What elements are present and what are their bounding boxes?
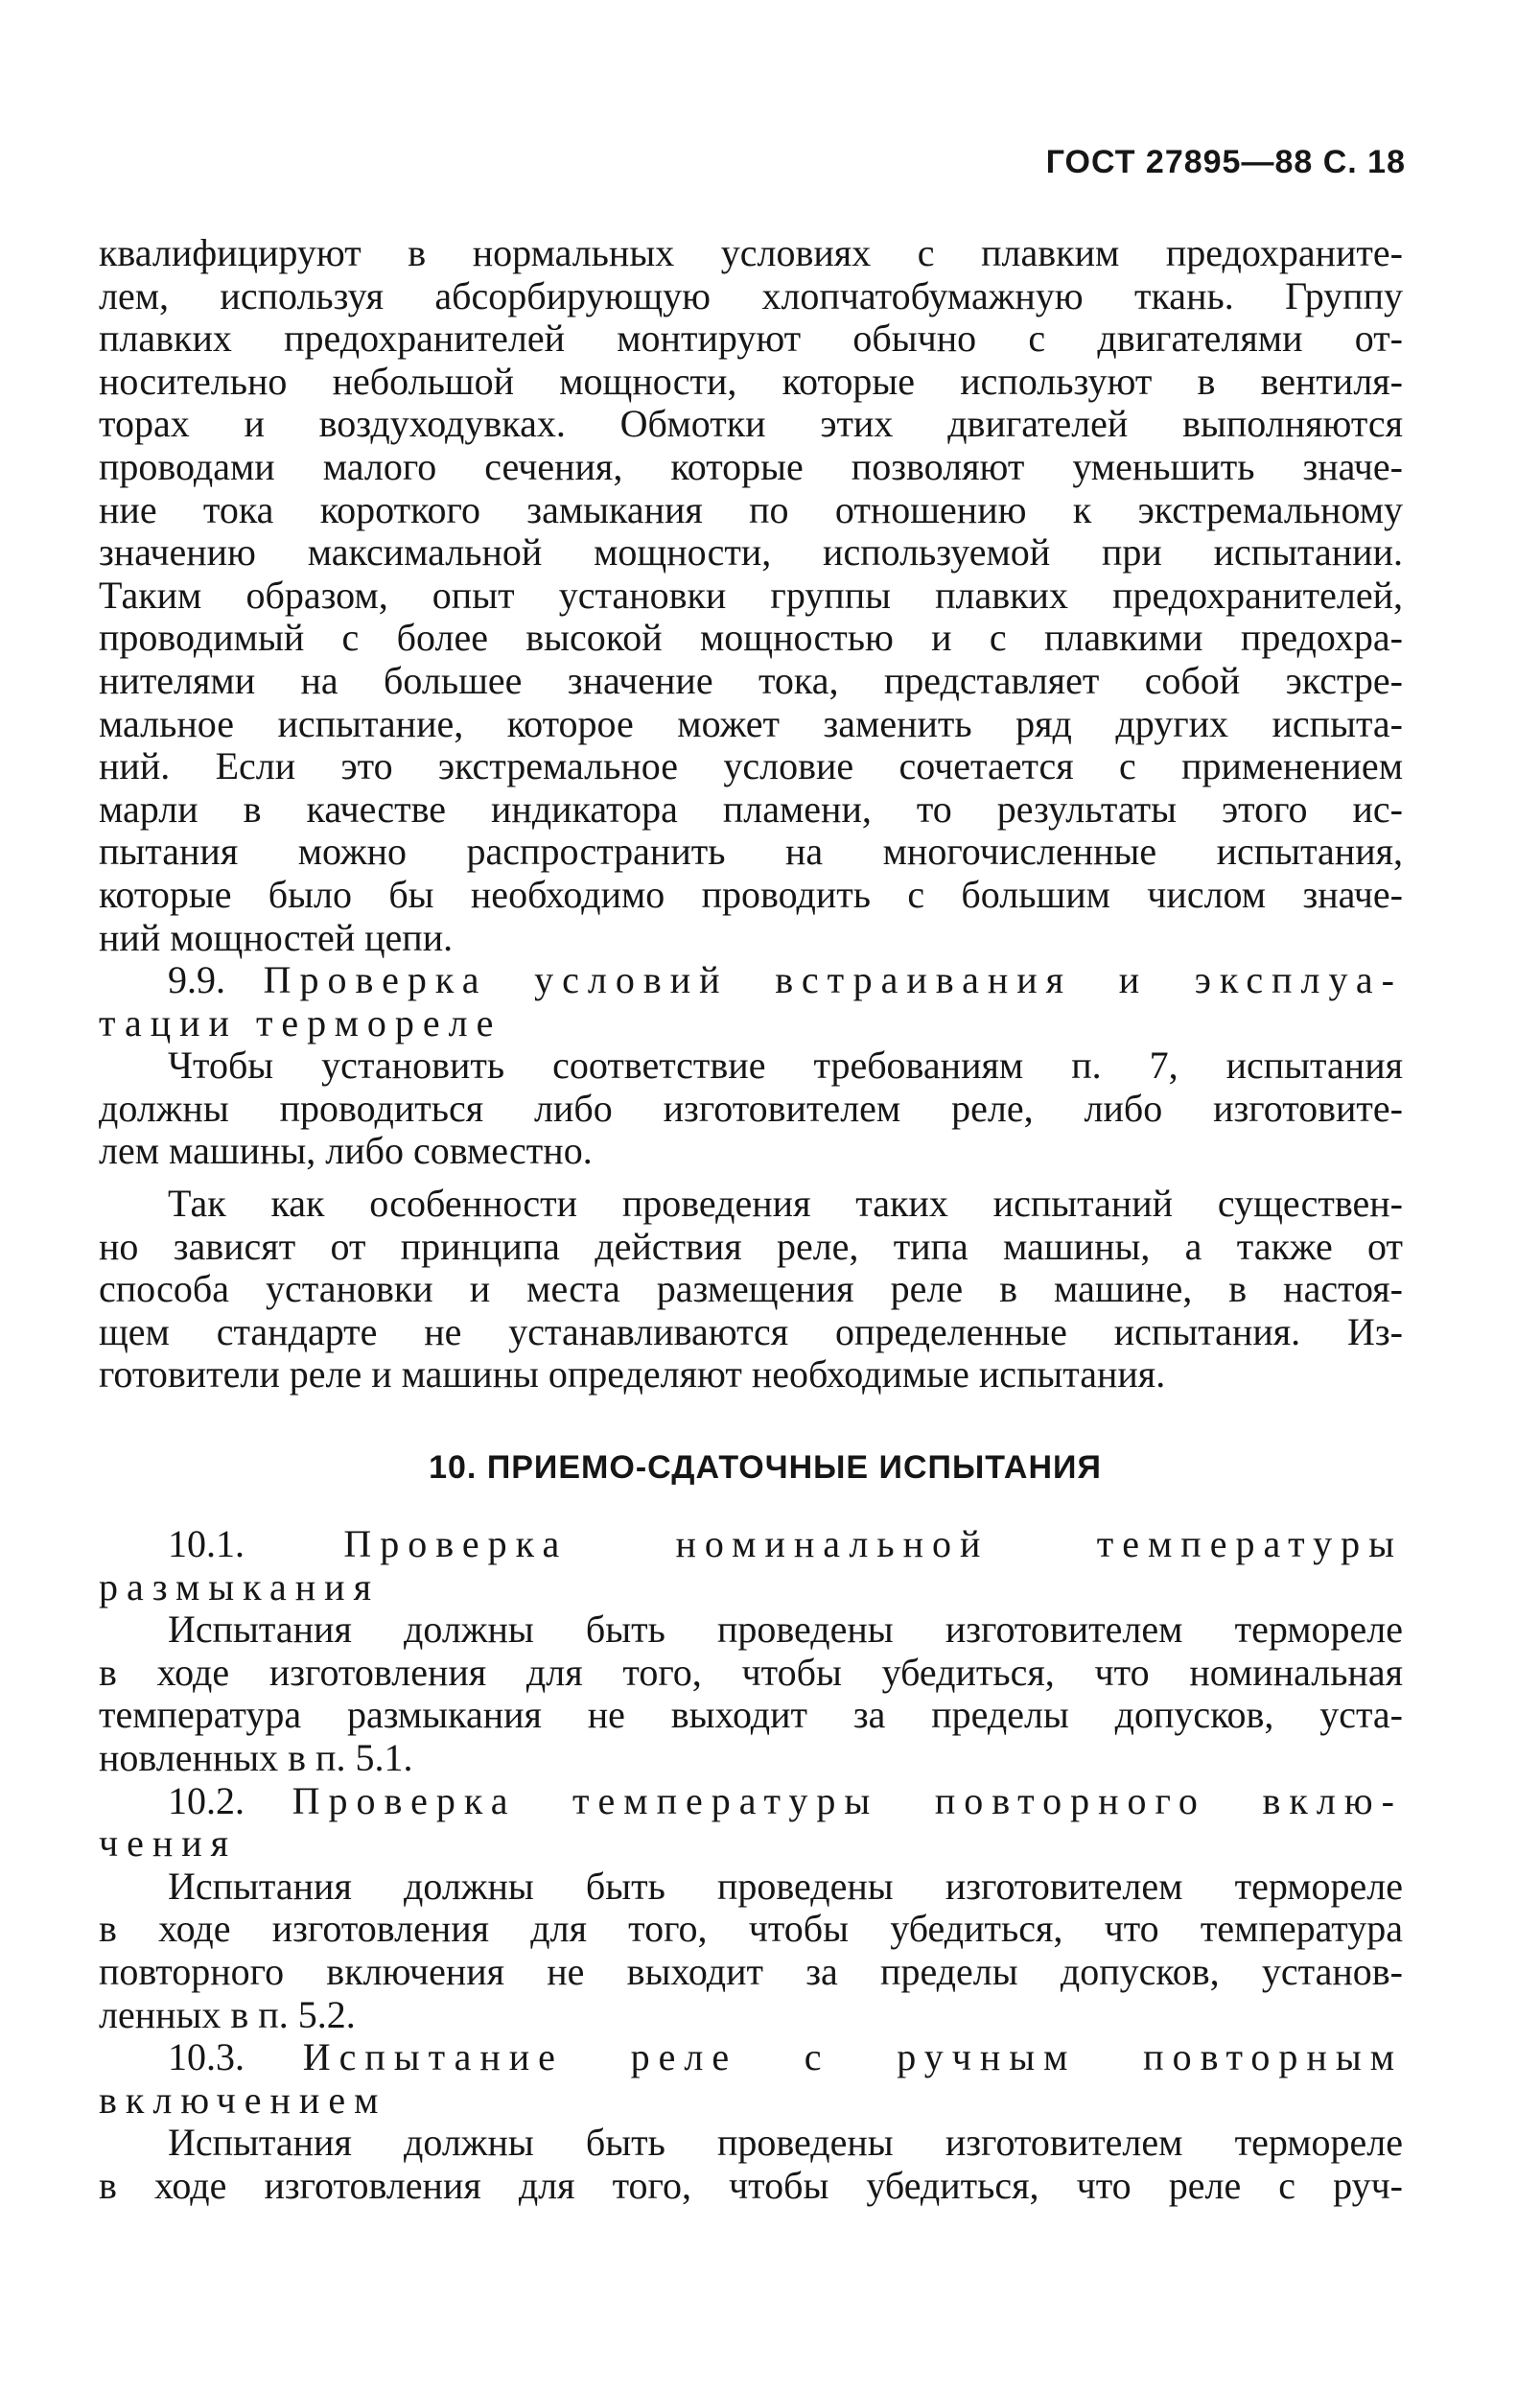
text-line: марли в качестве индикатора пламени, то результаты этого ис-: [99, 786, 1403, 831]
text-line: должны проводиться либо изготовителем реле, либо изготовите-: [99, 1086, 1403, 1130]
text-line: готовители реле и машины определяют необходимые испытания.: [99, 1352, 1166, 1396]
text-line: ние тока короткого замыкания по отношению к экстремальному: [99, 487, 1403, 531]
text-line: квалифицируют в нормальных условиях с плавким предохраните-: [99, 231, 1403, 274]
clause-number: 10.2.: [168, 1778, 245, 1822]
text-line: ленных в п. 5.2.: [99, 1992, 356, 2036]
text-line: плавких предохранителей монтируют обычно с двигателями от-: [99, 317, 1403, 361]
text-line: Испытания должны быть проведены изготовителем термореле: [168, 1864, 1403, 1908]
text-line: нителями на большее значение тока, представляет собой экстре-: [99, 658, 1403, 702]
text-line: щем стандарте не устанавливаются определенные испытания. Из-: [99, 1309, 1403, 1353]
page-header: ГОСТ 27895—88 С. 18: [1045, 144, 1406, 180]
text-line: Чтобы установить соответствие требованиям п. 7, испытания: [168, 1044, 1403, 1088]
clause-title-text: Проверка номинальной температуры: [343, 1522, 1403, 1566]
clause-number: 9.9.: [168, 958, 225, 1002]
text-line: которые было бы необходимо проводить с большим числом значе-: [99, 872, 1403, 916]
text-line: лем машины, либо совместно.: [99, 1129, 593, 1173]
section-heading: 10. ПРИЕМО-СДАТОЧНЫЕ ИСПЫТАНИЯ: [429, 1449, 1102, 1487]
clause-title-continuation: включением: [99, 2077, 387, 2122]
text-line: Таким образом, опыт установки группы плавких предохранителей,: [99, 573, 1403, 617]
text-line: лем, используя абсорбирующую хлопчатобумажную ткань. Группу: [99, 273, 1403, 317]
text-line: в ходе изготовления для того, чтобы убедиться, что номинальная: [99, 1650, 1403, 1694]
text-line: торах и воздуходувках. Обмотки этих двигателей выполняются: [99, 402, 1403, 446]
clause-title-continuation: тации термореле: [99, 1000, 502, 1044]
text-line: Испытания должны быть проведены изготовителем термореле: [168, 1608, 1403, 1652]
text-line: Испытания должны быть проведены изготовителем термореле: [168, 2121, 1403, 2165]
text-line: в ходе изготовления для того, чтобы убедиться, что температура: [99, 1907, 1403, 1951]
clause-title: [99, 1523, 1403, 1566]
text-line: носительно небольшой мощности, которые используют в вентиля-: [99, 359, 1403, 403]
clause-title-continuation: чения: [99, 1821, 238, 1866]
clause-title: [99, 1780, 1403, 1823]
clause-number: 10.1.: [168, 1522, 245, 1566]
text-line: новленных в п. 5.1.: [99, 1736, 413, 1779]
text-line: ний мощностей цепи.: [99, 915, 454, 959]
text-line: проводимый с более высокой мощностью и с плавкими предохра-: [99, 616, 1403, 660]
clause-10-1: [99, 1523, 1403, 1780]
clause-10-2: [99, 1780, 1403, 2037]
clause-title: [99, 2036, 1403, 2079]
document-body: [99, 232, 1403, 2208]
text-line: но зависят от принципа действия реле, типа машины, а также от: [99, 1224, 1403, 1268]
text-line: пытания можно распространить на многочисленные испытания,: [99, 830, 1403, 874]
clause-number: 10.3.: [168, 2035, 245, 2079]
text-line: проводами малого сечения, которые позволяют уменьшить значе-: [99, 444, 1403, 488]
clause-10-3: [99, 2036, 1403, 2207]
text-line: повторного включения не выходит за пределы допусков, установ-: [99, 1949, 1403, 1993]
text-line: значению максимальной мощности, используемой при испытании.: [99, 530, 1403, 575]
text-line: в ходе изготовления для того, чтобы убедиться, что реле с руч-: [99, 2163, 1403, 2207]
text-line: Так как особенности проведения таких испытаний существен-: [168, 1182, 1403, 1226]
text-line: температура размыкания не выходит за пределы допусков, уста-: [99, 1693, 1403, 1737]
text-line: ний. Если это экстремальное условие сочетается с применением: [99, 744, 1403, 788]
clause-title: [99, 959, 1403, 1002]
clause-title-text: Испытание реле с ручным повторным: [302, 2035, 1404, 2079]
clause-title-continuation: размыкания: [99, 1564, 380, 1608]
paragraph-continuation: [99, 232, 1403, 959]
clause-9-9: [99, 959, 1403, 1396]
text-line: способа установки и места размещения реле в машине, в настоя-: [99, 1267, 1403, 1311]
clause-title-text: Проверка условий встраивания и эксплуа-: [263, 958, 1404, 1002]
text-line: мальное испытание, которое может заменить ряд других испыта-: [99, 701, 1403, 745]
clause-title-text: Проверка температуры повторного вклю-: [292, 1778, 1403, 1822]
